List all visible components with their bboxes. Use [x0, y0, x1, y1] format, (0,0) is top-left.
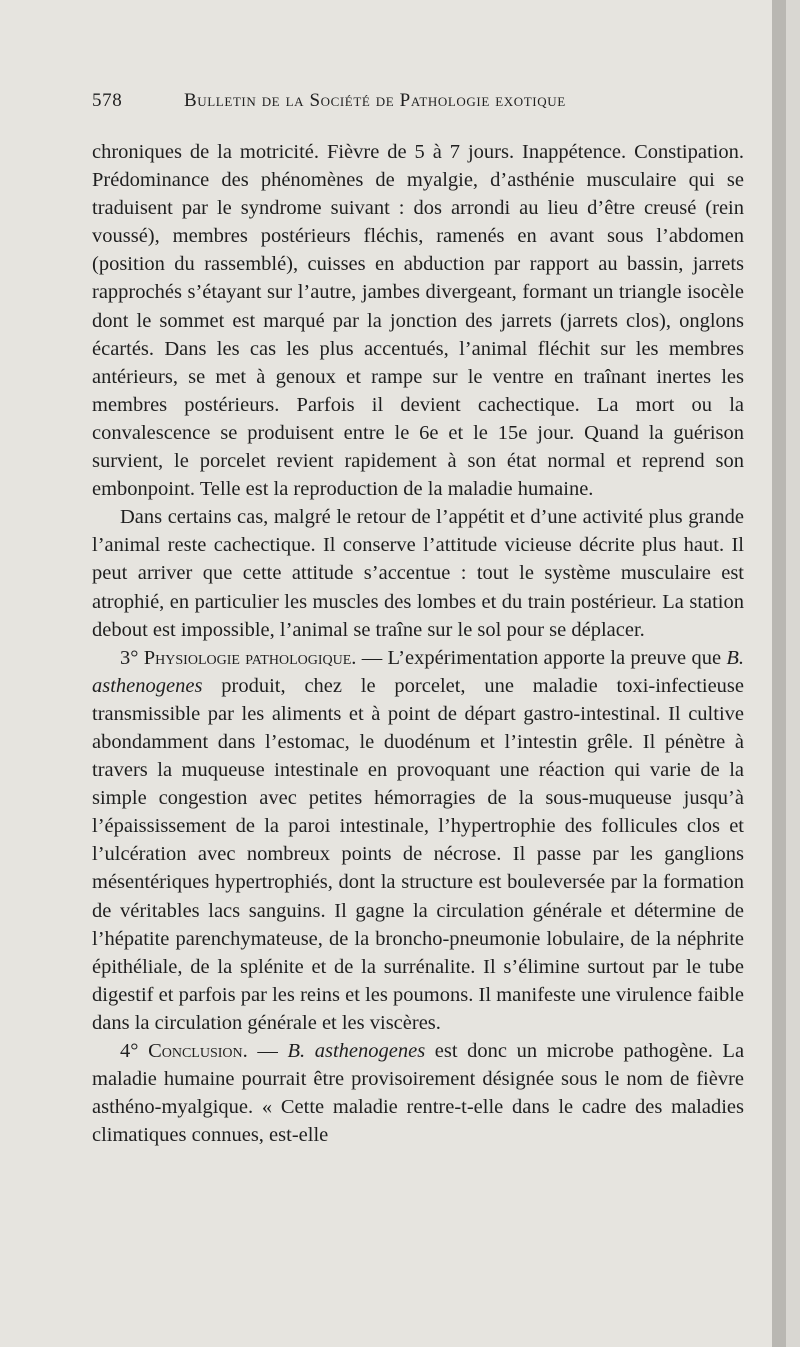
- section-number: 3°: [120, 646, 139, 669]
- paragraph-conclusion: [92, 1037, 744, 1149]
- species-name: B. asthenogenes: [287, 1040, 426, 1062]
- paragraph-symptoms: chroniques de la motricité. Fièvre de 5 à 7 jours. Inappétence. Constipation. Prédominance des phénomènes de myalgie, d’asthénie musculaire qui se traduisent par le syndrome suivant : dos arrondi au lieu d’être creusé (rein voussé), membres postérieurs fléchis, ramenés en avant sous l’abdomen (position du rassemblé), cuisses en abduction par rapport au bassin, jarrets rapprochés s’étayant sur l’autre, jambes divergeant, formant un triangle isocèle dont le sommet est marqué par la jonction des jarrets (jarrets clos), onglons écartés. Dans les cas les plus accentués, l’animal fléchit sur les membres antérieurs, se met à genoux et rampe sur le ventre en traînant inertes les membres postérieurs. Parfois il devient cachectique. La mort ou la convalescence se produisent entre le 6e et le 15e jour. Quand la guérison survient, le porcelet revient rapidement à son état normal et reprend son embonpoint. Telle est la reproduction de la maladie humaine.: [92, 141, 744, 501]
- heading-dash: —: [257, 1040, 278, 1062]
- conclusion-text: est donc un microbe pathogène. La maladie humaine pourrait être provisoirement désignée sous le nom de fièvre asthéno-myalgique. « Cette maladie rentre-t-elle dans le cadre des maladies climatiques connues, est-elle: [92, 1040, 745, 1147]
- heading-dash: —: [361, 646, 383, 669]
- physiology-text: produit, chez le porcelet, une maladie toxi-infectieuse transmissible par les aliments et à point de départ gastro-intestinal. Il cultive abondamment dans l’estomac, le duodénum et l’intestin grêle. Il pénètre à travers la muqueuse intestinale en provoquant une réaction qui varie de la simple congestion avec petites hémorragies de la sous-muqueuse jusqu’à l’épaississement de la paroi intestinale, l’hypertrophie des follicules clos et l’ulcération avec nombreux points de nécrose. Il passe par les ganglions mésentériques hypertrophiés, dont la structure est bouleversée par la formation de véritables lacs sanguins. Il gagne la circulation générale et détermine de l’hépatite parenchymateuse, de la broncho-pneumonie lobulaire, de la néphrite épithéliale, de la splénite et de la surrénalite. Il s’élimine surtout par le tube digestif et parfois par les reins et les poumons. Il manifeste une virulence faible dans la circulation générale et les viscères.: [92, 674, 745, 1034]
- page-number: 578: [92, 90, 123, 111]
- species-name: B. asthenogenes: [92, 646, 745, 697]
- section-heading-physiology: Physiologie pathologique.: [143, 646, 357, 669]
- paragraph-physiology: [92, 644, 744, 1037]
- section-number: 4°: [120, 1040, 139, 1062]
- running-title: Bulletin de la Société de Pathologie exotique: [184, 90, 566, 111]
- physiology-lead: L’expérimentation apporte la preuve que: [387, 646, 722, 669]
- page-edge: [772, 0, 786, 1347]
- paragraph-cachexia: Dans certains cas, malgré le retour de l’appétit et d’une activité plus grande l’animal reste cachectique. Il conserve l’attitude vicieuse décrite plus haut. Il peut arriver que cette attitude s’accentue : tout le système musculaire est atrophié, en particulier les muscles des lombes et du train postérieur. La station debout est impossible, l’animal se traîne sur le sol pour se déplacer.: [92, 506, 744, 641]
- section-heading-conclusion: Conclusion.: [148, 1040, 248, 1062]
- page-body: [92, 138, 744, 1149]
